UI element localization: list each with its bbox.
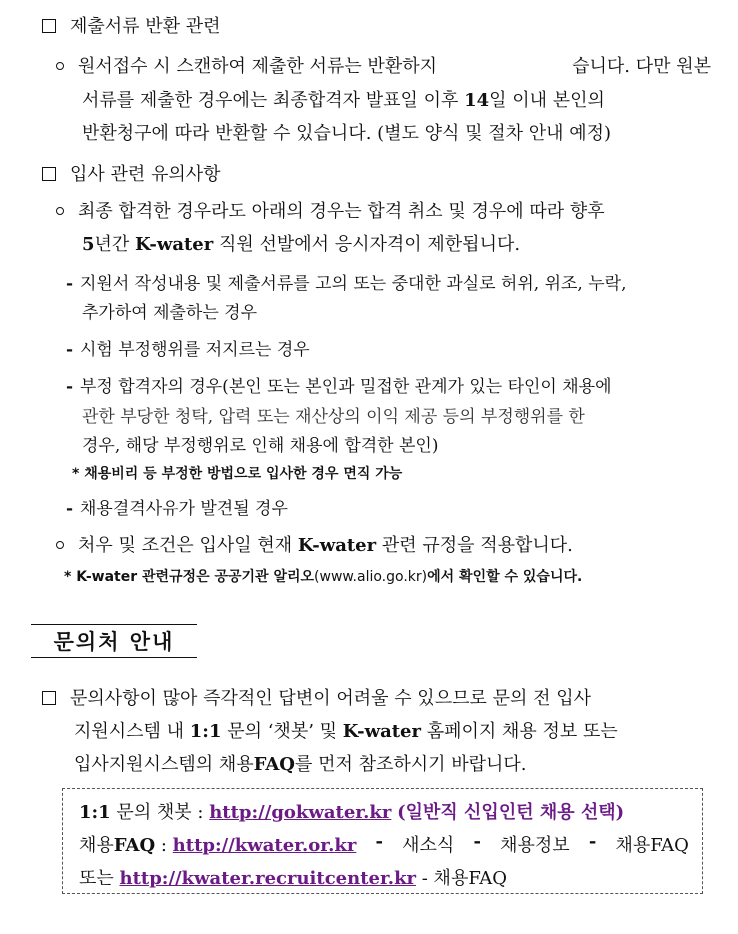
- section-heading-return: 제출서류 반환 관련: [42, 12, 221, 38]
- recruitcenter-link[interactable]: http://kwater.recruitcenter.kr: [119, 868, 417, 889]
- checkbox-square-icon: [42, 19, 56, 33]
- kwater-homepage-link[interactable]: http://kwater.or.kr: [172, 835, 357, 856]
- notice-dash-4: - 채용결격사유가 발견될 경우: [66, 499, 288, 519]
- contact-chatbot-row: 1:1 문의 챗봇 : http://gokwater.kr (일반직 신입인턴 채용 선택): [79, 802, 625, 823]
- notice-dash-3-line-2: 관한 부당한 청탁, 압력 또는 재산상의 이익 제공 등의 부정행위를 한: [82, 407, 585, 427]
- section-heading-notice: 입사 관련 유의사항: [42, 160, 221, 186]
- return-bullet-line-1: 원서접수 시 스캔하여 제출한 서류는 반환하지 습니다. 다만 원본: [56, 52, 711, 78]
- return-bullet-line-2: 서류를 제출한 경우에는 최종합격자 발표일 이후 14일 이내 본인의: [82, 90, 605, 111]
- notice-bullet-1-line-2: 5년간 K-water 직원 선발에서 응시자격이 제한됩니다.: [82, 234, 521, 255]
- notice-dash-3-line-3: 경우, 해당 부정행위로 인해 채용에 합격한 본인): [82, 436, 439, 456]
- contact-line-3: 입사지원시스템의 채용FAQ를 먼저 참조하시기 바랍니다.: [74, 754, 527, 775]
- contact-info-box: [62, 788, 703, 894]
- contact-line-1: 문의사항이 많아 즉각적인 답변이 어려울 수 있으므로 문의 전 입사: [42, 684, 711, 710]
- return-bullet-line-3: 반환청구에 따라 반환할 수 있습니다. (별도 양식 및 절차 안내 예정): [82, 123, 612, 144]
- circle-bullet-icon: [56, 207, 64, 215]
- contact-faq-row: 채용FAQ : http://kwater.or.kr - 새소식 - 채용정보 - 채용FAQ: [79, 831, 689, 856]
- notice-footnote: * K-water 관련규정은 공공기관 알리오(www.alio.go.kr)에서 확인할 수 있습니다.: [64, 569, 583, 585]
- checkbox-square-icon: [42, 167, 56, 181]
- notice-bullet-2: 처우 및 조건은 입사일 현재 K-water 관련 규정을 적용합니다.: [56, 531, 573, 557]
- notice-dash-2: - 시험 부정행위를 저지르는 경우: [66, 340, 310, 360]
- notice-star-note: * 채용비리 등 부정한 방법으로 입사한 경우 면직 가능: [72, 466, 403, 482]
- checkbox-square-icon: [42, 691, 56, 705]
- circle-bullet-icon: [56, 62, 64, 70]
- circle-bullet-icon: [56, 541, 64, 549]
- notice-dash-3-line-1: - 부정 합격자의 경우(본인 또는 본인과 밀접한 관계가 있는 타인이 채용에: [66, 377, 612, 397]
- contact-recruit-row: 또는 http://kwater.recruitcenter.kr - 채용FAQ: [79, 868, 508, 889]
- notice-bullet-1-line-1: 최종 합격한 경우라도 아래의 경우는 합격 취소 및 경우에 따라 향후: [56, 197, 605, 223]
- chatbot-link[interactable]: http://gokwater.kr: [209, 802, 392, 823]
- contact-line-2: 지원시스템 내 1:1 문의 ‘챗봇’ 및 K-water 홈페이지 채용 정보 또는: [74, 721, 618, 742]
- notice-dash-1-line-2: 추가하여 제출하는 경우: [82, 303, 258, 323]
- contact-section-title: 문의처 안내: [31, 624, 197, 658]
- notice-dash-1-line-1: - 지원서 작성내용 및 제출서류를 고의 또는 중대한 과실로 허위, 위조, 누락,: [66, 274, 627, 294]
